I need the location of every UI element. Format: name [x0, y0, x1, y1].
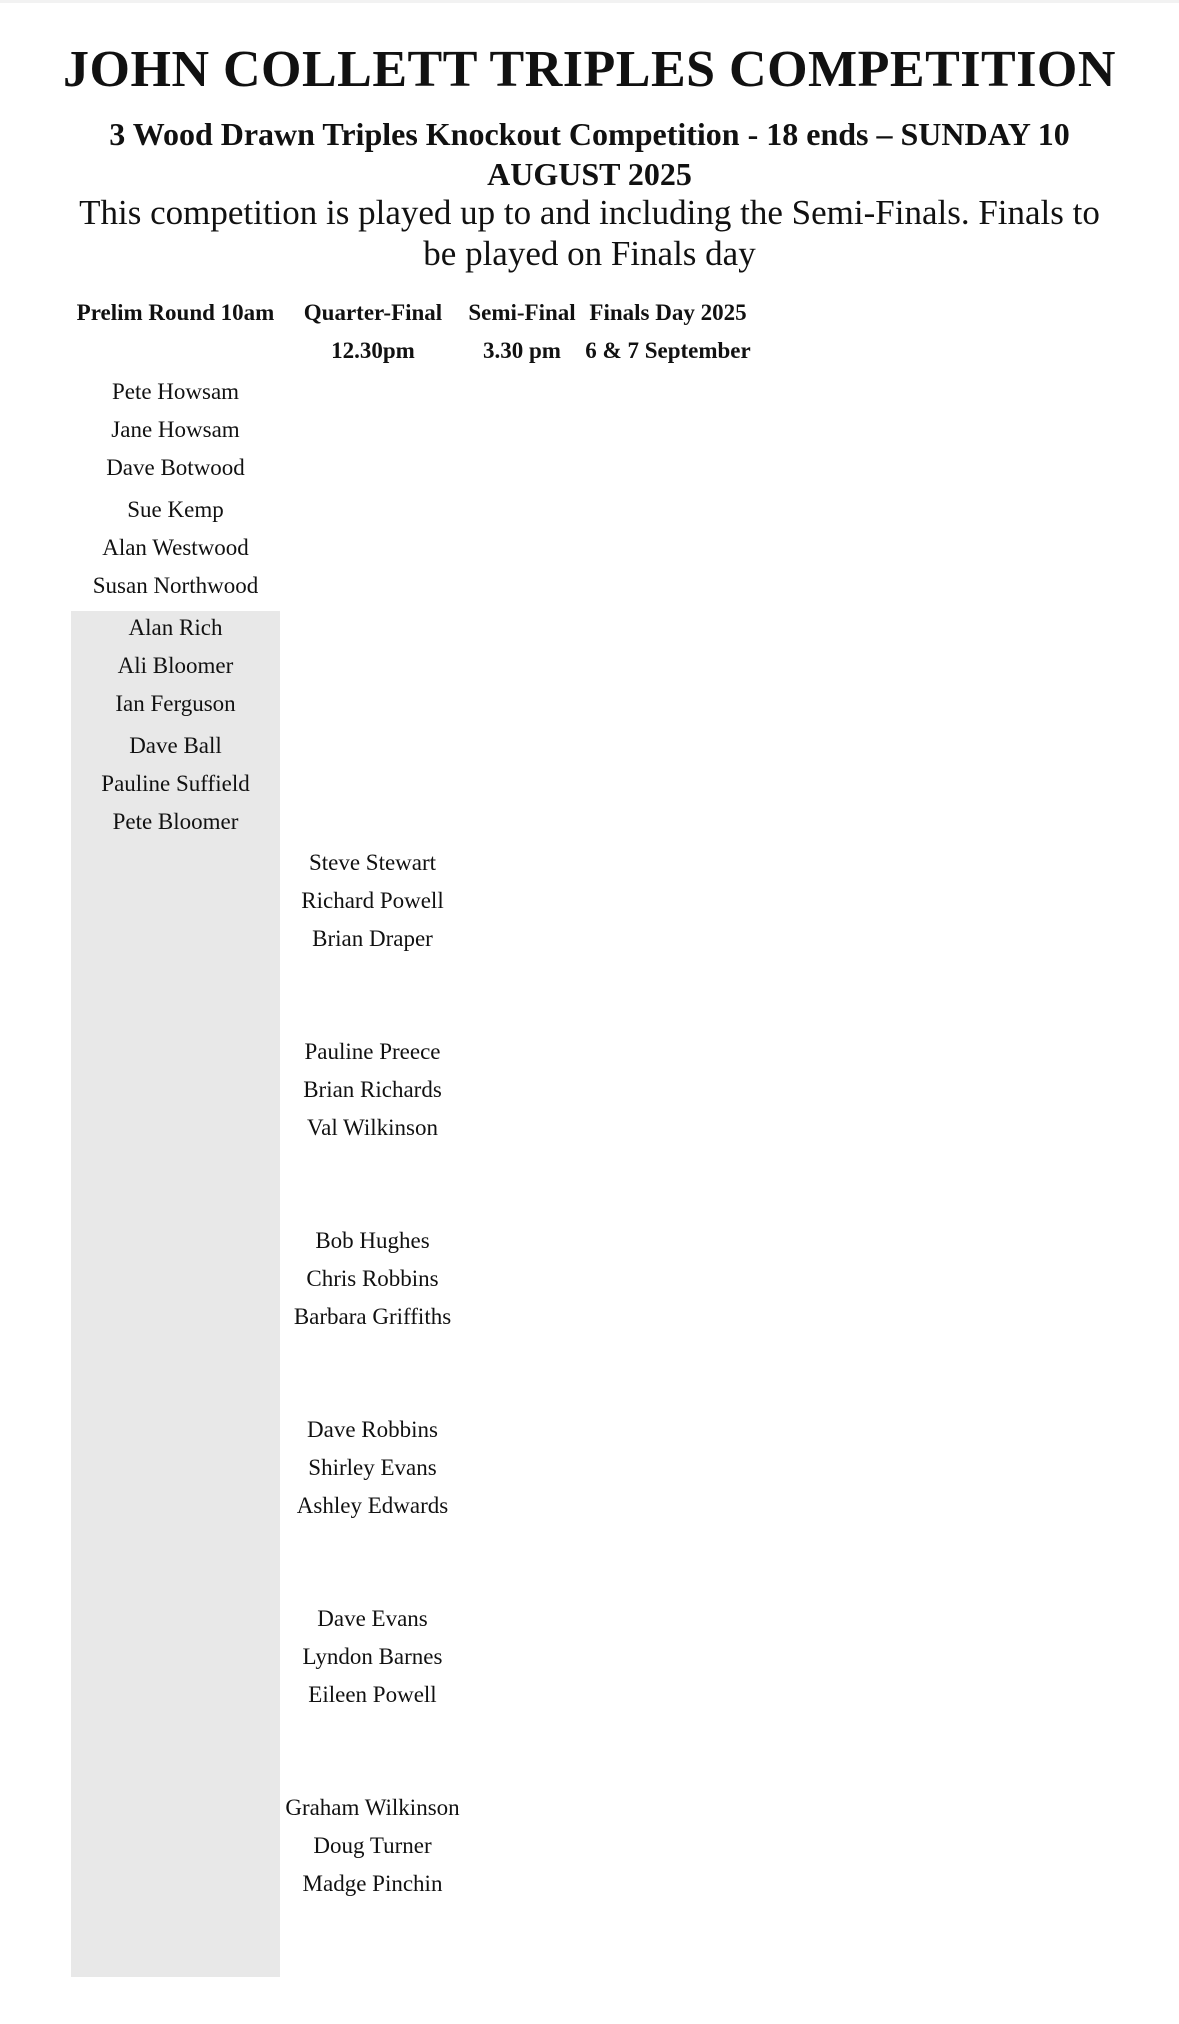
player-name: Dave Evans [317, 1606, 428, 1631]
player-name: Doug Turner [313, 1833, 432, 1858]
player-name: Pete Bloomer [112, 809, 239, 834]
player-name: Sue Kemp [127, 497, 224, 522]
player-name: Ali Bloomer [117, 653, 234, 678]
player-name: Richard Powell [301, 888, 444, 913]
quarter-final-header: Quarter-Final [303, 300, 443, 325]
quarter-final-time: 12.30pm [331, 338, 415, 363]
player-name: Dave Botwood [106, 455, 245, 480]
player-name: Susan Northwood [92, 573, 259, 598]
player-name: Brian Richards [303, 1077, 442, 1102]
player-name: Pete Howsam [111, 379, 240, 404]
competition-subtitle: 3 Wood Drawn Triples Knockout Competition - 18 ends – SUNDAY 10 AUGUST 2025 [109, 116, 1070, 192]
semi-final-time: 3.30 pm [483, 338, 561, 363]
player-name: Shirley Evans [308, 1455, 437, 1480]
finals-day-header: Finals Day 2025 [589, 300, 747, 325]
finals-day-dates: 6 & 7 September [585, 338, 751, 363]
player-name: Barbara Griffiths [293, 1304, 452, 1329]
player-name: Val Wilkinson [307, 1115, 438, 1140]
player-name: Chris Robbins [306, 1266, 439, 1291]
player-name: Ian Ferguson [115, 691, 236, 716]
prelim-header: Prelim Round 10am [76, 300, 275, 325]
competition-note: This competition is played up to and including the Semi-Finals. Finals to be played on Finals day [79, 193, 1100, 273]
player-name: Dave Robbins [307, 1417, 438, 1442]
semi-final-header: Semi-Final [468, 300, 576, 325]
player-name: Alan Rich [128, 615, 223, 640]
player-name: Pauline Suffield [101, 771, 250, 796]
player-name: Brian Draper [312, 926, 433, 951]
player-name: Eileen Powell [308, 1682, 437, 1707]
player-name: Steve Stewart [308, 850, 437, 875]
player-name: Madge Pinchin [302, 1871, 443, 1896]
player-name: Graham Wilkinson [285, 1795, 460, 1820]
player-name: Pauline Preece [304, 1039, 441, 1064]
top-rule [0, 0, 1179, 3]
player-name: Alan Westwood [102, 535, 249, 560]
player-name: Bob Hughes [315, 1228, 430, 1253]
page-title: JOHN COLLETT TRIPLES COMPETITION [63, 41, 1116, 98]
player-name: Dave Ball [129, 733, 222, 758]
player-name: Ashley Edwards [296, 1493, 449, 1518]
player-name: Jane Howsam [111, 417, 240, 442]
player-name: Lyndon Barnes [302, 1644, 443, 1669]
